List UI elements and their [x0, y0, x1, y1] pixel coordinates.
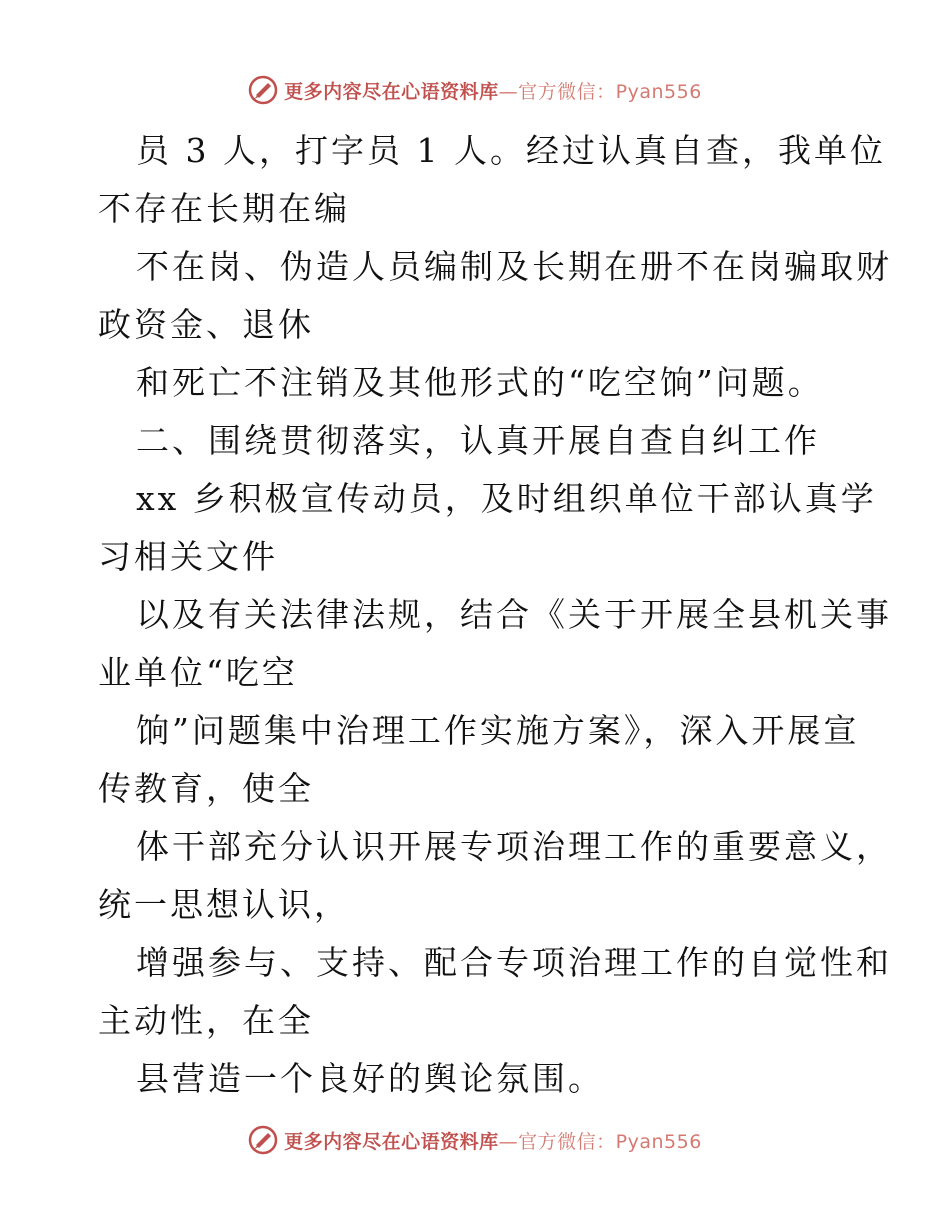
- watermark-separator: —: [498, 80, 519, 103]
- text-line: 体干部充分认识开展专项治理工作的重要意义，: [136, 827, 892, 866]
- text-line: 业单位“吃空: [98, 653, 298, 692]
- text-line: 县营造一个良好的舆论氛围。: [136, 1059, 604, 1098]
- text-line: 以及有关法律法规，结合《关于开展全县机关事: [136, 595, 892, 634]
- text-line: 二、围绕贯彻落实，认真开展自查自纠工作: [136, 421, 820, 460]
- document-body: [98, 122, 892, 1108]
- header-watermark: [0, 70, 950, 110]
- watermark-separator: —: [498, 1130, 519, 1153]
- text-line: 员 3 人，打字员 1 人。经过认真自查，我单位: [136, 131, 886, 170]
- logo-icon: [248, 75, 278, 105]
- text-line: xx 乡积极宣传动员，及时组织单位干部认真学: [136, 479, 877, 518]
- text-line: 增强参与、支持、配合专项治理工作的自觉性和: [136, 943, 892, 982]
- logo-icon: [248, 1125, 278, 1155]
- watermark-main: 更多内容尽在心语资料库: [284, 1130, 499, 1153]
- text-line: 习相关文件: [98, 537, 278, 576]
- watermark-sub: 官方微信：Pyan556: [518, 1130, 702, 1153]
- text-line: 和死亡不注销及其他形式的“吃空饷”问题。: [136, 363, 824, 402]
- watermark-main: 更多内容尽在心语资料库: [284, 80, 499, 103]
- text-line: 不在岗、伪造人员编制及长期在册不在岗骗取财: [136, 247, 892, 286]
- watermark-text: [284, 1127, 702, 1154]
- text-line: 统一思想认识，: [98, 885, 350, 924]
- text-line: 不存在长期在编: [98, 189, 350, 228]
- watermark-text: [284, 77, 702, 104]
- text-line: 政资金、退休: [98, 305, 314, 344]
- text-line: 饷”问题集中治理工作实施方案》，深入开展宣: [136, 711, 860, 750]
- footer-watermark: [0, 1120, 950, 1160]
- watermark-sub: 官方微信：Pyan556: [518, 80, 702, 103]
- text-line: 传教育，使全: [98, 769, 314, 808]
- text-line: 主动性，在全: [98, 1001, 314, 1040]
